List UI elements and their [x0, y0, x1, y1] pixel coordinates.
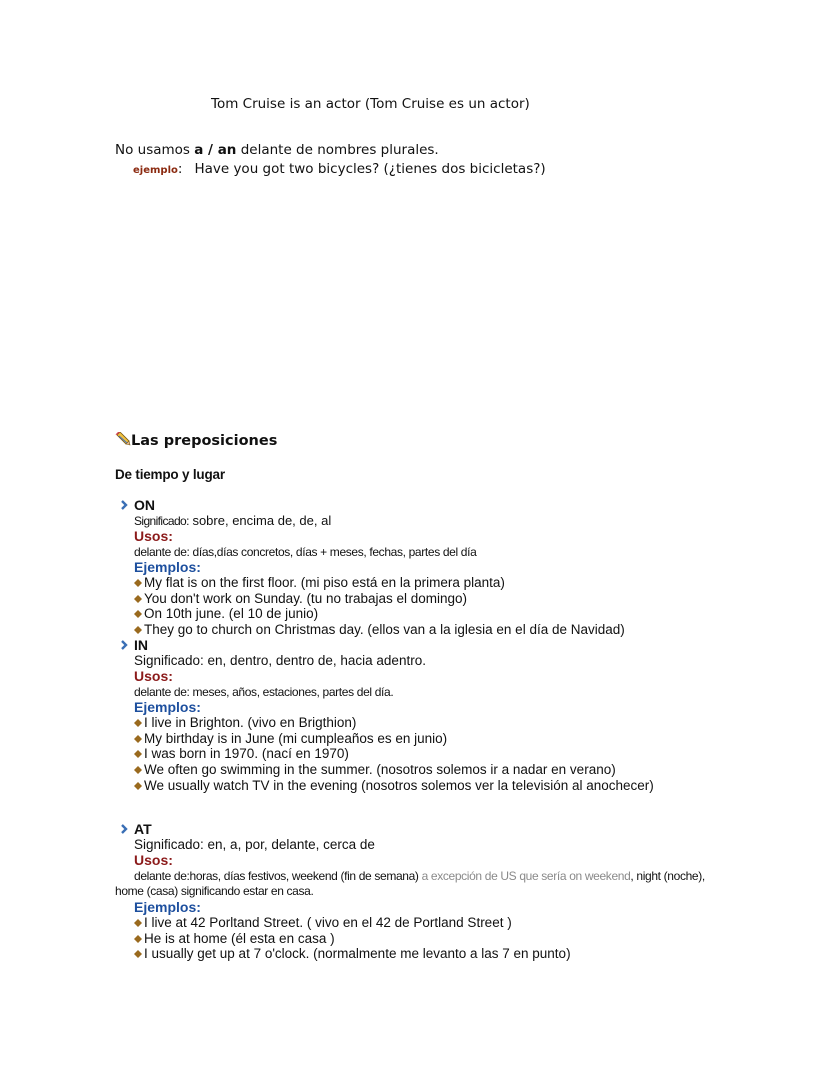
on-examples-list — [134, 575, 625, 638]
list-item: My flat is on the first floor. (mi piso está en la primera planta) — [134, 575, 625, 591]
at-uses — [134, 869, 705, 883]
diamond-bullet-icon — [134, 950, 142, 958]
diamond-bullet-icon — [134, 719, 142, 727]
diamond-bullet-icon — [134, 782, 142, 790]
on-meaning-label: Significado: — [134, 514, 189, 528]
list-item: My birthday is in June (mi cumpleaños es en junio) — [134, 731, 654, 747]
in-uses-label: Usos: — [134, 668, 173, 684]
at-uses-line2: home (casa) significando estar en casa. — [115, 884, 314, 898]
in-title: IN — [134, 637, 148, 653]
list-item: On 10th june. (el 10 de junio) — [134, 606, 625, 622]
on-meaning-text: sobre, encima de, de, al — [188, 513, 332, 528]
list-item: They go to church on Christmas day. (ellos van a la iglesia en el día de Navidad) — [134, 622, 625, 638]
section-title: Las preposiciones — [131, 433, 278, 449]
example-sentence: Tom Cruise is an actor (Tom Cruise es un actor) — [211, 96, 530, 112]
diamond-bullet-icon — [134, 919, 142, 927]
diamond-bullet-icon — [134, 610, 142, 618]
example-text: Have you got two bicycles? (¿tienes dos bicicletas?) — [194, 161, 546, 177]
diamond-bullet-icon — [134, 735, 142, 743]
in-examples-list — [134, 715, 654, 794]
chevron-right-icon — [120, 824, 129, 834]
rule-suffix: delante de nombres plurales. — [236, 142, 439, 158]
diamond-bullet-icon — [134, 626, 142, 634]
on-uses: delante de: días,días concretos, días + meses, fechas, partes del día — [134, 545, 477, 559]
at-uses-label: Usos: — [134, 852, 173, 868]
list-item: We often go swimming in the summer. (nosotros solemos ir a nadar en verano) — [134, 762, 654, 778]
at-examples-label: Ejemplos: — [134, 899, 201, 915]
diamond-bullet-icon — [134, 579, 142, 587]
diamond-bullet-icon — [134, 750, 142, 758]
at-examples-list — [134, 915, 571, 962]
at-title: AT — [134, 821, 152, 837]
diamond-bullet-icon — [134, 935, 142, 943]
example-tag: ejemplo — [133, 165, 178, 176]
chevron-right-icon — [120, 500, 129, 510]
list-item: He is at home (él esta en casa ) — [134, 931, 571, 947]
rule-bold: a / an — [194, 142, 237, 158]
on-uses-label: Usos: — [134, 528, 173, 544]
at-meaning: Significado: en, a, por, delante, cerca de — [134, 837, 375, 852]
at-uses-part1: delante de:horas, días festivos, weekend (fin de semana) — [134, 869, 422, 883]
rule-line — [115, 142, 439, 158]
in-examples-label: Ejemplos: — [134, 699, 201, 715]
section-heading — [115, 430, 277, 449]
list-item: I was born in 1970. (nací en 1970) — [134, 746, 654, 762]
chevron-right-icon — [120, 640, 129, 650]
in-meaning: Significado: en, dentro, dentro de, hacia adentro. — [134, 653, 426, 668]
diamond-bullet-icon — [134, 766, 142, 774]
list-item: I live at 42 Porltand Street. ( vivo en el 42 de Portland Street ) — [134, 915, 571, 931]
example-colon: : — [177, 161, 183, 177]
list-item: I live in Brighton. (vivo en Brigthion) — [134, 715, 654, 731]
subsection-title: De tiempo y lugar — [115, 467, 225, 482]
diamond-bullet-icon — [134, 595, 142, 603]
at-uses-exception: a excepción de US que sería on weekend — [421, 869, 631, 883]
in-uses: delante de: meses, años, estaciones, partes del día. — [134, 685, 394, 699]
example-line — [133, 158, 546, 177]
on-title: ON — [134, 497, 155, 513]
rule-prefix: No usamos — [115, 142, 195, 158]
on-examples-label: Ejemplos: — [134, 559, 201, 575]
list-item: We usually watch TV in the evening (nosotros solemos ver la televisión al anochecer) — [134, 778, 654, 794]
list-item: You don't work on Sunday. (tu no trabajas el domingo) — [134, 591, 625, 607]
list-item: I usually get up at 7 o'clock. (normalmente me levanto a las 7 en punto) — [134, 946, 571, 962]
pencil-icon — [115, 432, 131, 446]
at-uses-part2: , night (noche), — [630, 869, 705, 883]
on-meaning — [134, 513, 331, 528]
